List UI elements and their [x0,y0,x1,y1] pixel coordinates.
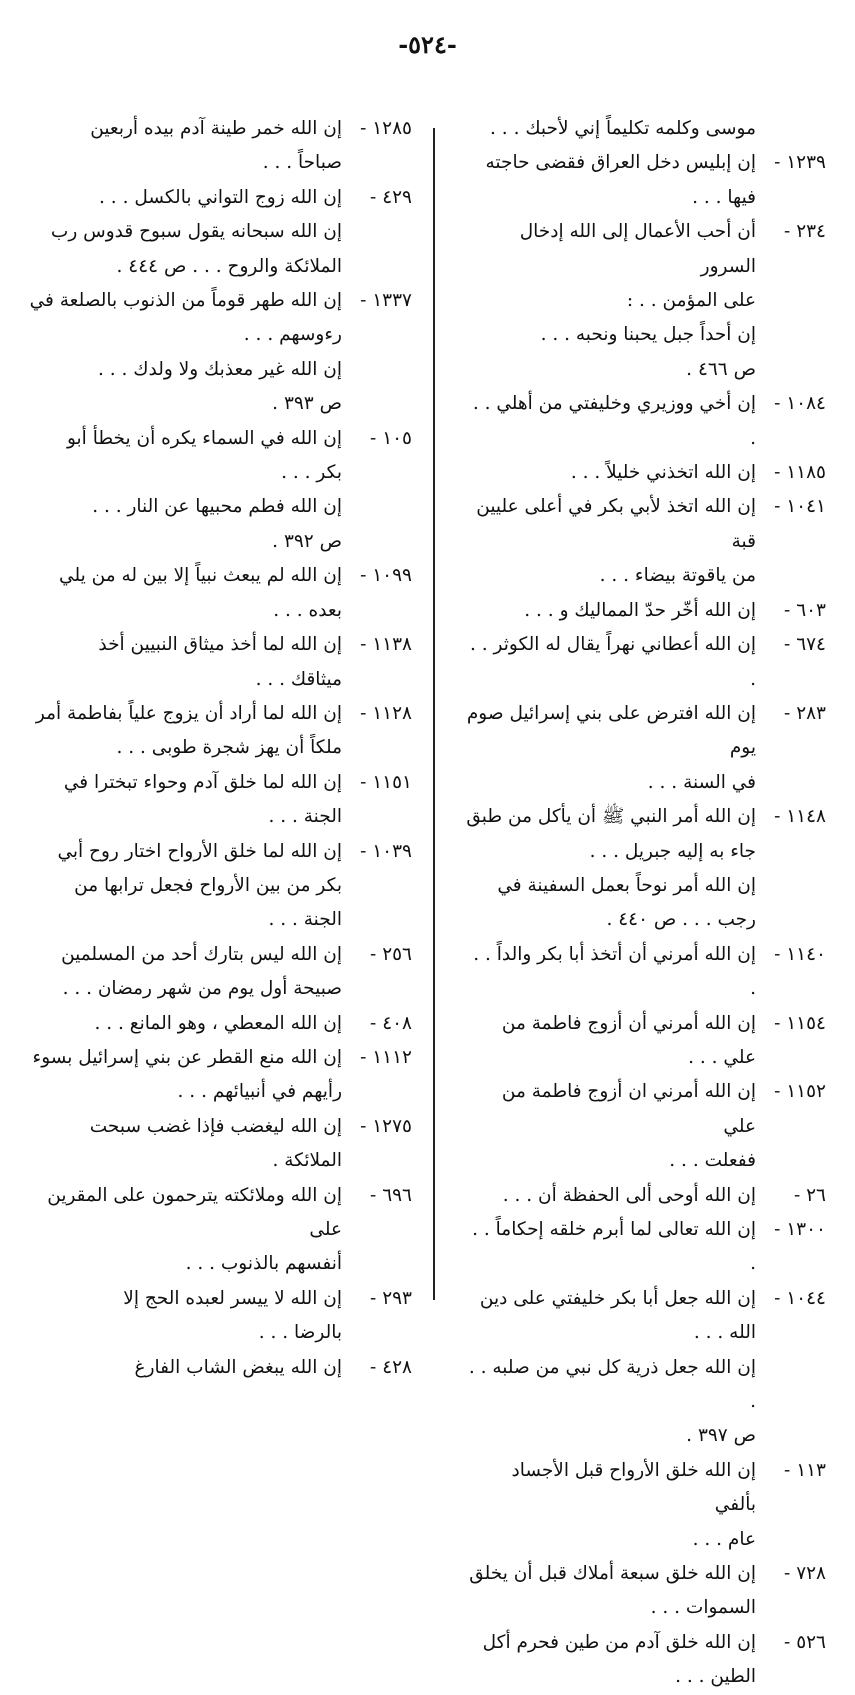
entry-text-line: جاء به إليه جبريل . . . [589,840,756,862]
entry-text-line: الملائكة . [272,1150,342,1172]
entry-text-line: موسى وكلمه تكليماً إني لأحبك . . . [490,118,756,139]
entry-text-line: الجنة . . . [268,806,342,828]
index-entry [466,146,826,215]
entry-text-line: إن الله خلق الأرواح قبل الأجساد بألفي [511,1459,756,1516]
entry-number: ٦٧٤ - [784,634,826,656]
entry-text-line: رءوسهم . . . [243,324,342,346]
entry-number: ١١٥٤ - [774,1012,826,1034]
entry-text-line: رأيهم في أنبيائهم . . . [177,1081,342,1103]
index-entry [466,869,826,938]
index-entry [466,456,826,490]
entry-text-line: علي . . . [688,1046,756,1068]
entry-text-line: إن الله سبحانه يقول سبوح قدوس رب [50,221,342,243]
entry-text-line: إن الله أمرني ان أزوج فاطمة من علي [501,1081,756,1137]
index-entry [466,387,826,456]
entry-text-line: إن الله جعل أبا بكر خليفتي على دين [479,1287,756,1309]
entry-text-line: في السنة . . . [647,771,756,793]
entry-number: ١٢٧٥ - [360,1115,412,1137]
index-entry [466,594,826,628]
entry-text-line: الملائكة والروح . . . ص ٤٤٤ . [116,255,342,277]
entry-text-line: إن الله المعطي ، وهو المانع . . . [94,1012,342,1034]
page-number: -٥٢٤- [398,30,457,59]
entry-text-line: إن الله تعالى لما أبرم خلقه إحكاماً . . . [472,1219,756,1275]
entry-text-line: إن الله زوج التواني بالكسل . . . [99,186,342,208]
entry-text-line: بالرضا . . . [258,1322,342,1344]
index-entry [466,490,826,593]
index-entry [22,938,412,1007]
entry-number: ١١٥٢ - [774,1081,826,1103]
index-entry [22,559,412,628]
entry-number: ١٠٣٩ - [360,840,412,862]
column-divider [433,128,435,1300]
entry-number: ١١٥١ - [360,771,412,793]
index-entry [466,1557,826,1626]
index-entry [466,800,826,869]
index-entry [22,1007,412,1041]
index-entry [466,215,826,318]
entry-number: ٢٩٣ - [370,1287,412,1309]
index-entry [22,353,412,422]
index-entry [22,697,412,766]
entry-text-line: إن الله اتخذني خليلاً . . . [570,462,756,484]
entry-text-line: الطين . . . [675,1666,756,1688]
right-column [466,112,826,1695]
index-entry [22,628,412,697]
entry-text-line: السموات . . . [650,1597,756,1619]
entry-text-line: أنفسهم بالذنوب . . . [185,1253,342,1275]
entry-number: ١١٨٥ - [774,462,826,484]
entry-text-line: إن الله أمر نوحاً بعمل السفينة في [497,874,756,896]
entry-text-line: إن أخي ووزيري وخليفتي من أهلي . . . [472,393,756,449]
entry-number: ٢٨٣ - [784,702,826,724]
index-entry [466,112,826,146]
entry-text-line: إن الله أوحى ألى الحفظة أن . . . [502,1184,756,1206]
entry-number: ١١٤٠ - [774,943,826,965]
index-entry [22,1179,412,1282]
entry-text-line: إن الله ليغضب فإذا غضب سبحت [89,1115,342,1137]
index-entry [466,938,826,1007]
entry-number: ١٣٣٧ - [360,290,412,312]
entry-text-line: أن أحب الأعمال إلى الله إدخال السرور [519,221,756,277]
entry-number: ١٢٨٥ - [360,118,412,139]
index-entry [466,1626,826,1695]
entry-text-line: عام . . . [692,1528,756,1550]
entry-text-line: ملكاً أن يهز شجرة طوبى . . . [116,737,342,759]
entry-text-line: صباحاً . . . [262,152,342,174]
entry-text-line: بكر . . . [281,462,342,484]
index-entry [22,215,412,284]
entry-number: ٦٠٣ - [784,599,826,621]
entry-number: ١٠٥ - [370,427,412,449]
entry-number: ١١١٢ - [360,1046,412,1068]
entry-number: ١٠٨٤ - [774,393,826,415]
entry-number: ١١٣ - [784,1459,826,1481]
index-entry [22,1110,412,1179]
entry-text-line: إن الله منع القطر عن بني إسرائيل بسوء [32,1046,342,1068]
entry-text-line: ميثاقك . . . [255,668,342,690]
index-entry [466,1282,826,1351]
index-entry [22,422,412,491]
entry-text-line: ص ٤٦٦ . [686,358,756,380]
entry-text-line: إن الله طهر قوماً من الذنوب بالصلعة في [29,290,342,312]
entry-text-line: ص ٣٩٣ . [272,393,342,415]
entry-text-line: إن الله أمر النبي ﷺ أن يأكل من طبق [466,806,756,828]
index-entry [22,284,412,353]
index-entry [22,490,412,559]
entry-text-line: بعده . . . [273,599,342,621]
index-entry [466,318,826,387]
entry-number: ١١٢٨ - [360,702,412,724]
entry-number: ١١٤٨ - [774,806,826,828]
entry-text-line: فيها . . . [692,186,756,208]
entry-text-line: إن الله ليس بتارك أحد من المسلمين [61,943,342,965]
index-entry [466,697,826,800]
entry-text-line: على المؤمن . . : [626,290,756,312]
entry-text-line: إن الله أعطاني نهراً يقال له الكوثر . . . [470,634,756,690]
index-entry [22,112,412,181]
entry-text-line: إن الله أمرني أن أزوج فاطمة من [501,1012,756,1034]
entry-text-line: بكر من بين الأرواح فجعل ترابها من [74,874,342,896]
entry-text-line: ص ٣٩٧ . [686,1425,756,1447]
entry-number: ٤٢٩ - [370,186,412,208]
entry-text-line: الله . . . [693,1322,756,1344]
entry-number: ١٣٠٠ - [774,1219,826,1240]
entry-text-line: صبيحة أول يوم من شهر رمضان . . . [62,978,342,1000]
index-entry [466,1179,826,1213]
entry-number: ١١٣٨ - [360,634,412,656]
entry-text-line: ففعلت . . . [669,1150,756,1172]
index-entry [466,1075,826,1178]
entry-number: ٦٩٦ - [370,1184,412,1206]
entry-text-line: إن الله وملائكته يترحمون على المقرين على [47,1184,342,1240]
index-entry [22,1041,412,1110]
entry-text-line: إن الله يبغض الشاب الفارغ [134,1356,342,1378]
entry-number: ٢٦ - [793,1184,826,1206]
entry-text-line: إن الله لما أخذ ميثاق النبيين أخذ [98,634,342,656]
entry-number: ٢٣٤ - [784,221,826,243]
entry-number: ٢٥٦ - [370,943,412,965]
index-entry [22,1282,412,1351]
index-entry [466,1454,826,1557]
entry-number: ١٠٤١ - [774,496,826,518]
entry-text-line: الجنة . . . [268,909,342,931]
entry-text-line: إن الله أمرني أن أتخذ أبا بكر والداً . . . [473,943,756,1000]
entry-number: ٥٢٦ - [784,1631,826,1653]
entry-text-line: إن الله فطم محبيها عن النار . . . [92,496,342,518]
entry-text-line: إن الله لما أراد أن يزوج علياً بفاطمة أمر [35,702,342,724]
entry-text-line: إن الله في السماء يكره أن يخطأ أبو [66,427,342,449]
entry-text-line: إن الله لا ييسر لعبده الحج إلا [123,1287,342,1309]
entry-text-line: إن الله لم يبعث نبياً إلا بين له من يلي [59,565,342,587]
index-entry [22,1351,412,1385]
entry-text-line: إن الله أخّر حدّ المماليك و . . . [524,599,756,621]
entry-text-line: إن الله خمر طينة آدم بيده أربعين [90,118,342,139]
left-column [22,112,412,1385]
entry-text-line: ص ٣٩٢ . [272,530,342,552]
entry-text-line: إن الله خلق آدم من طين فحرم أكل [482,1631,756,1653]
entry-text-line: إن الله غير معذبك ولا ولدك . . . [98,358,342,380]
index-entry [22,181,412,215]
entry-text-line: إن إبليس دخل العراق فقضى حاجته [485,152,756,174]
index-entry [22,835,412,938]
entry-text-line: إن الله لما خلق آدم وحواء تبخترا في [63,771,342,793]
entry-number: ٤٠٨ - [370,1012,412,1034]
entry-number: ١٢٣٩ - [774,152,826,174]
index-entry [466,628,826,697]
entry-number: ١٠٩٩ - [360,565,412,587]
entry-text-line: رجب . . . ص ٤٤٠ . [606,909,756,931]
entry-text-line: إن الله افترض على بني إسرائيل صوم يوم [466,702,756,759]
index-entry [466,1007,826,1076]
entry-text-line: إن الله اتخذ لأبي بكر في أعلى عليين قبة [476,496,756,552]
entry-text-line: إن الله لما خلق الأرواح اختار روح أبي [57,840,342,862]
index-entry [466,1351,826,1454]
entry-text-line: من ياقوتة بيضاء . . . [599,565,756,587]
index-entry [22,766,412,835]
entry-text-line: إن أحداً جبل يحبنا ونحبه . . . [540,324,756,346]
entry-text-line: إن الله خلق سبعة أملاك قبل أن يخلق [469,1563,756,1585]
entry-number: ٤٢٨ - [370,1356,412,1378]
entry-number: ٧٢٨ - [784,1563,826,1585]
entry-text-line: إن الله جعل ذرية كل نبي من صلبه . . . [468,1356,756,1413]
index-entry [466,1213,826,1282]
entry-number: ١٠٤٤ - [774,1287,826,1309]
